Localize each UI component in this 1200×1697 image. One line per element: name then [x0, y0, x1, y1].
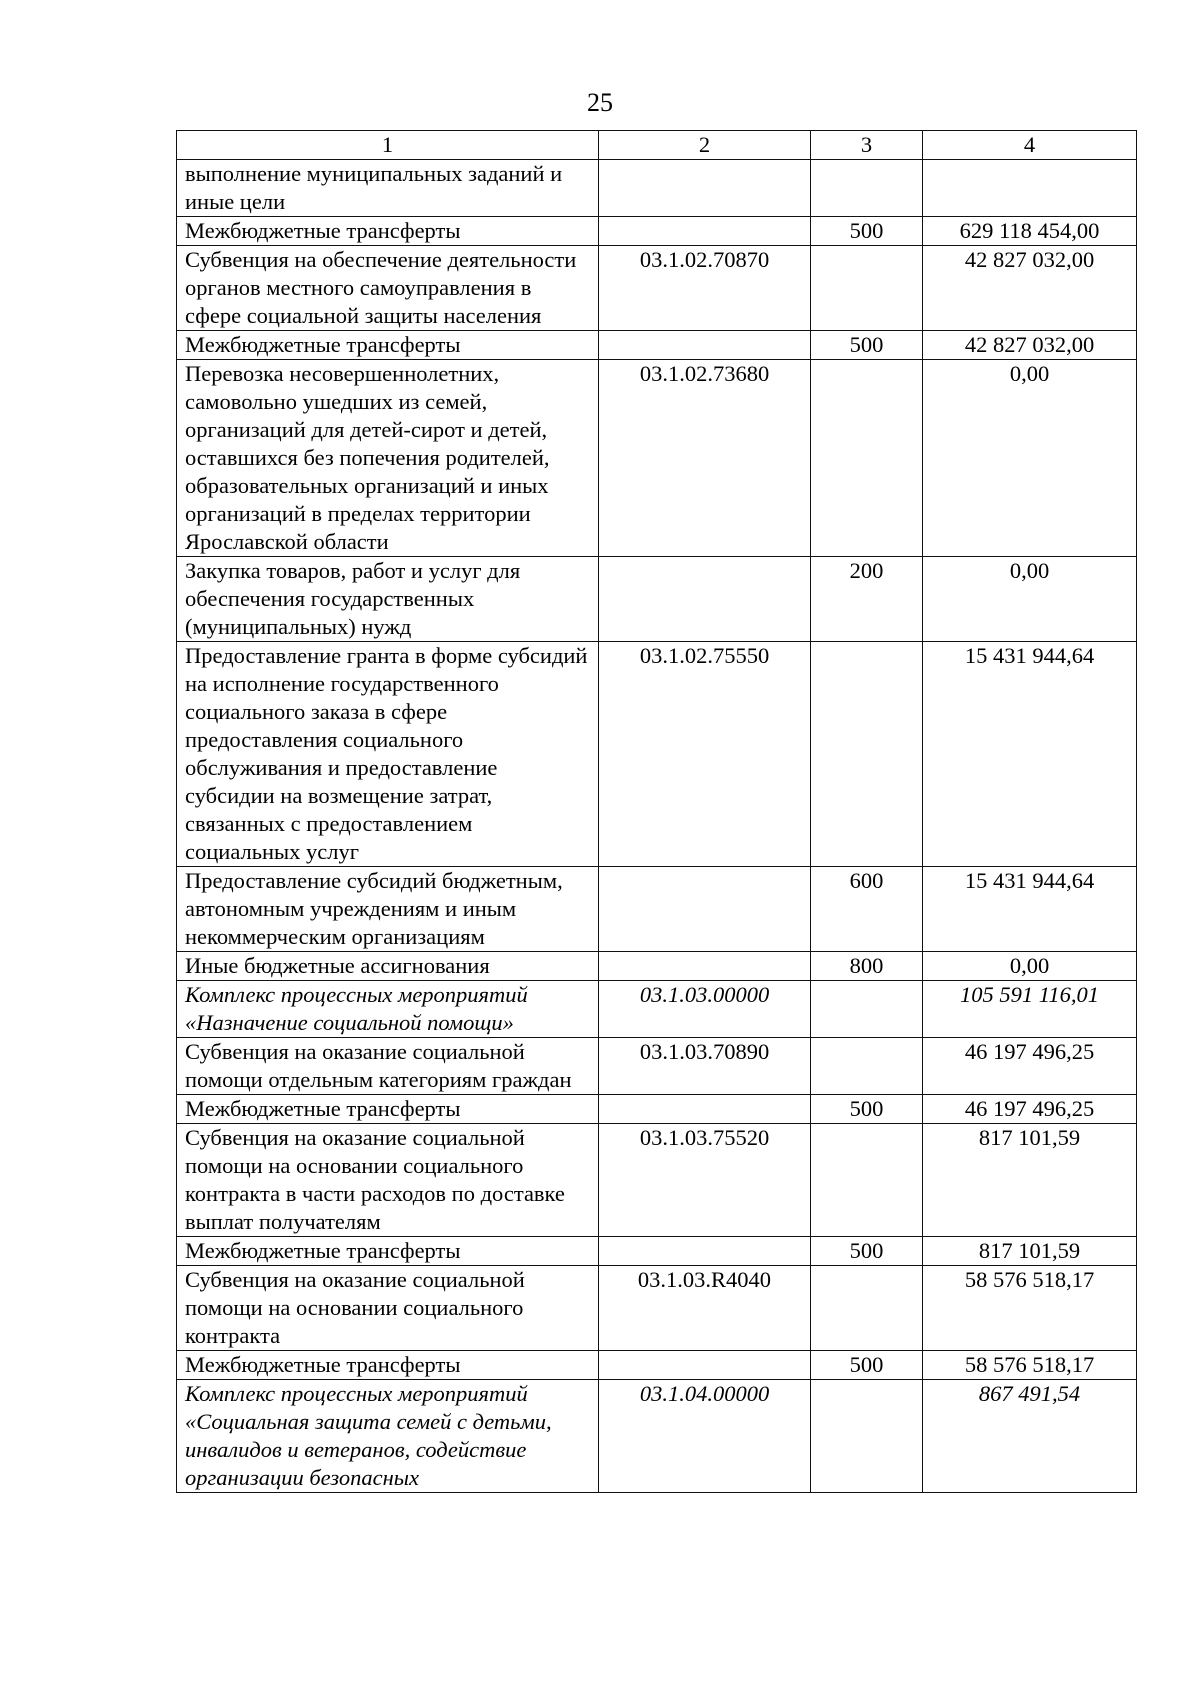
table-row: [177, 952, 1137, 981]
row-expense-type-cell: 500: [811, 1095, 923, 1124]
row-amount-cell: 0,00: [923, 360, 1137, 557]
row-expense-type-cell: [811, 360, 923, 557]
row-name-cell: Комплекс процессных мероприятий «Социальная защита семей с детьми, инвалидов и ветеранов, содействие организации безопасных: [177, 1380, 599, 1493]
header-col-3: 3: [811, 131, 923, 160]
row-amount-cell: 42 827 032,00: [923, 331, 1137, 360]
row-expense-type-cell: [811, 246, 923, 331]
row-amount-cell: 46 197 496,25: [923, 1038, 1137, 1095]
row-amount-cell: 46 197 496,25: [923, 1095, 1137, 1124]
row-code-cell: 03.1.04.00000: [599, 1380, 811, 1493]
row-code-cell: [599, 217, 811, 246]
row-expense-type-cell: 500: [811, 217, 923, 246]
row-code-cell: [599, 952, 811, 981]
row-code-cell: [599, 1095, 811, 1124]
table-row: [177, 557, 1137, 642]
row-code-cell: 03.1.03.R4040: [599, 1266, 811, 1351]
budget-table: [176, 130, 1137, 1493]
row-amount-cell: 105 591 116,01: [923, 981, 1137, 1038]
table-row: [177, 1380, 1137, 1493]
table-row: [177, 160, 1137, 217]
header-col-1: 1: [177, 131, 599, 160]
row-code-cell: [599, 1237, 811, 1266]
row-name-cell: Закупка товаров, работ и услуг для обеспечения государственных (муниципальных) нужд: [177, 557, 599, 642]
row-name-cell: Субвенция на обеспечение деятельности органов местного самоуправления в сфере социальной защиты населения: [177, 246, 599, 331]
row-name-cell: Межбюджетные трансферты: [177, 1095, 599, 1124]
row-expense-type-cell: 200: [811, 557, 923, 642]
row-code-cell: 03.1.03.75520: [599, 1124, 811, 1237]
row-name-cell: Перевозка несовершеннолетних, самовольно ушедших из семей, организаций для детей-сирот и детей, оставшихся без попечения родителей, образовательных организаций и иных организаций в пределах территории Ярославской области: [177, 360, 599, 557]
row-expense-type-cell: [811, 160, 923, 217]
row-expense-type-cell: 500: [811, 331, 923, 360]
row-code-cell: 03.1.02.75550: [599, 642, 811, 867]
row-expense-type-cell: [811, 642, 923, 867]
row-code-cell: [599, 1351, 811, 1380]
row-code-cell: [599, 160, 811, 217]
row-name-cell: Межбюджетные трансферты: [177, 1237, 599, 1266]
page-number: 25: [587, 88, 613, 117]
row-amount-cell: 629 118 454,00: [923, 217, 1137, 246]
row-expense-type-cell: [811, 1124, 923, 1237]
table-row: [177, 981, 1137, 1038]
row-name-cell: Межбюджетные трансферты: [177, 1351, 599, 1380]
row-expense-type-cell: 500: [811, 1237, 923, 1266]
row-code-cell: 03.1.02.70870: [599, 246, 811, 331]
row-name-cell: Субвенция на оказание социальной помощи на основании социального контракта в части расходов по доставке выплат получателям: [177, 1124, 599, 1237]
table-row: [177, 360, 1137, 557]
table-row: [177, 642, 1137, 867]
row-amount-cell: 867 491,54: [923, 1380, 1137, 1493]
row-name-cell: Субвенция на оказание социальной помощи отдельным категориям граждан: [177, 1038, 599, 1095]
row-name-cell: Межбюджетные трансферты: [177, 217, 599, 246]
row-amount-cell: 0,00: [923, 952, 1137, 981]
row-expense-type-cell: 800: [811, 952, 923, 981]
table-row: [177, 246, 1137, 331]
row-expense-type-cell: [811, 1266, 923, 1351]
row-code-cell: 03.1.02.73680: [599, 360, 811, 557]
row-code-cell: [599, 331, 811, 360]
row-expense-type-cell: [811, 1038, 923, 1095]
row-amount-cell: 42 827 032,00: [923, 246, 1137, 331]
row-name-cell: Субвенция на оказание социальной помощи на основании социального контракта: [177, 1266, 599, 1351]
row-code-cell: 03.1.03.00000: [599, 981, 811, 1038]
row-amount-cell: [923, 160, 1137, 217]
row-name-cell: Межбюджетные трансферты: [177, 331, 599, 360]
row-amount-cell: 817 101,59: [923, 1124, 1137, 1237]
table-row: [177, 1237, 1137, 1266]
row-expense-type-cell: [811, 1380, 923, 1493]
table-row: [177, 1038, 1137, 1095]
row-code-cell: [599, 557, 811, 642]
row-name-cell: Иные бюджетные ассигнования: [177, 952, 599, 981]
table-row: [177, 217, 1137, 246]
row-expense-type-cell: 500: [811, 1351, 923, 1380]
row-amount-cell: 0,00: [923, 557, 1137, 642]
row-name-cell: Комплекс процессных мероприятий «Назначение социальной помощи»: [177, 981, 599, 1038]
table-row: [177, 331, 1137, 360]
row-expense-type-cell: [811, 981, 923, 1038]
table-row: [177, 1095, 1137, 1124]
table-row: [177, 867, 1137, 952]
row-amount-cell: 817 101,59: [923, 1237, 1137, 1266]
header-col-4: 4: [923, 131, 1137, 160]
row-name-cell: Предоставление гранта в форме субсидий на исполнение государственного социального заказа в сфере предоставления социального обслуживания и предоставление субсидии на возмещение затрат, связанных с предоставлением социальных услуг: [177, 642, 599, 867]
row-expense-type-cell: 600: [811, 867, 923, 952]
row-amount-cell: 15 431 944,64: [923, 867, 1137, 952]
table-header-row: [177, 131, 1137, 160]
table-row: [177, 1266, 1137, 1351]
row-amount-cell: 58 576 518,17: [923, 1351, 1137, 1380]
row-code-cell: [599, 867, 811, 952]
table-row: [177, 1124, 1137, 1237]
row-amount-cell: 58 576 518,17: [923, 1266, 1137, 1351]
table-row: [177, 1351, 1137, 1380]
header-col-2: 2: [599, 131, 811, 160]
row-name-cell: Предоставление субсидий бюджетным, автономным учреждениям и иным некоммерческим организациям: [177, 867, 599, 952]
row-amount-cell: 15 431 944,64: [923, 642, 1137, 867]
row-code-cell: 03.1.03.70890: [599, 1038, 811, 1095]
row-name-cell: выполнение муниципальных заданий и иные цели: [177, 160, 599, 217]
